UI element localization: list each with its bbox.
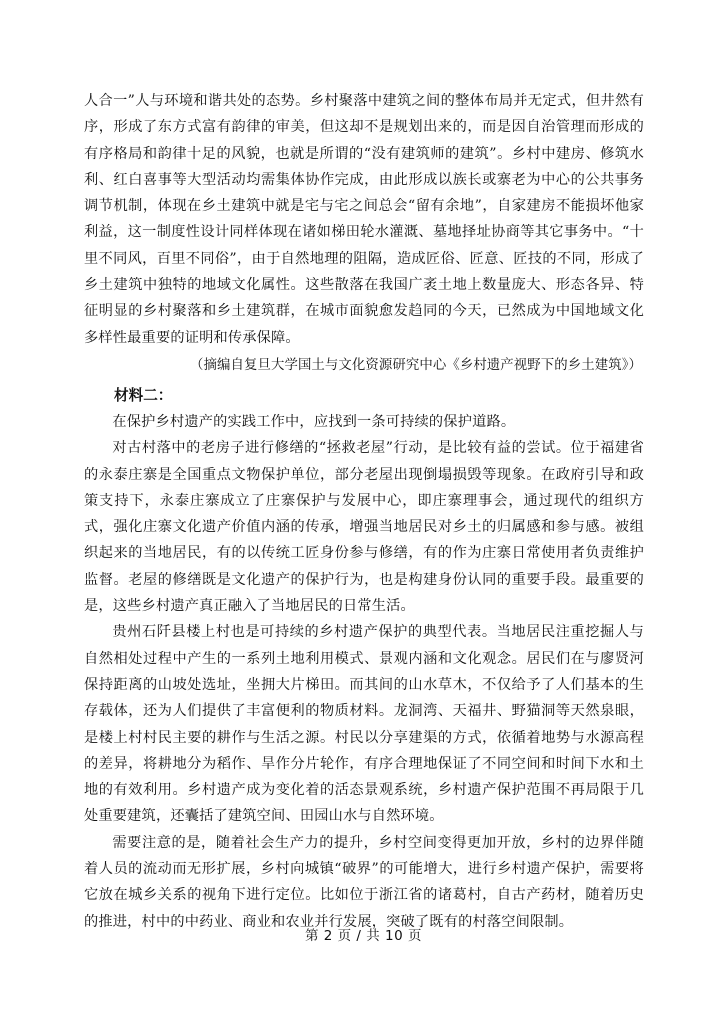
document-body [84,88,644,935]
body-paragraph: 人合一”人与环境和谐共处的态势。乡村聚落中建筑之间的整体布局并无定式，但井然有序，形成了东方式富有韵律的审美，但这却不是规划出来的，而是因自治管理而形成的有序格局和韵律十足的风貌，也就是所谓的“没有建筑师的建筑”。乡村中建房、修筑水利、红白喜事等大型活动均需集体协作完成，由此形成以族长或寨老为中心的公共事务调节机制，体现在乡土建筑中就是宅与宅之间总会“留有余地”，自家建房不能损坏他家利益，这一制度性设计同样体现在诸如梯田轮水灌溉、墓地择址协商等其它事务中。“十里不同风，百里不同俗”，由于自然地理的阻隔，造成匠俗、匠意、匠技的不同，形成了乡土建筑中独特的地域文化属性。这些散落在我国广袤土地上数量庞大、形态各异、特征明显的乡村聚落和乡土建筑群，在城市面貌愈发趋同的今天，已然成为中国地域文化多样性最重要的证明和传承保障。 [84,93,644,346]
source-citation: （摘编自复旦大学国土与文化资源研究中心《乡村遗产视野下的乡土建筑》） [190,357,642,373]
body-paragraph: 需要注意的是，随着社会生产力的提升，乡村空间变得更加开放，乡村的边界伴随着人员的流动而无形扩展，乡村向城镇“破界”的可能增大，进行乡村遗产保护，需要将它放在城乡关系的视角下进行定位。比如位于浙江省的诸葛村，自古产药材，随着历史的推进，村中的中药业、商业和农业并行发展，突破了既有的村落空间限制。 [84,834,644,930]
page-number-footer: 第 2 页 / 共 10 页 [304,928,423,944]
section-heading: 材料二： [114,386,173,404]
body-paragraph: 对古村落中的老房子进行修缮的“拯救老屋”行动，是比较有益的尝试。位于福建省的永泰庄寨是全国重点文物保护单位，部分老屋出现倒塌损毁等现象。在政府引导和政策支持下，永泰庄寨成立了庄寨保护与发展中心，即庄寨理事会，通过现代的组织方式，强化庄寨文化遗产价值内涵的传承，增强当地居民对乡土的归属感和参与感。被组织起来的当地居民，有的以传统工匠身份参与修缮，有的作为庄寨日常使用者负责维护监督。老屋的修缮既是文化遗产的保护行为，也是构建身份认同的重要手段。最重要的是，这些乡村遗产真正融入了当地居民的日常生活。 [84,440,644,615]
body-paragraph: 贵州石阡县楼上村也是可持续的乡村遗产保护的典型代表。当地居民注重挖掘人与自然相处过程中产生的一系列土地利用模式、景观内涵和文化观念。居民们在与廖贤河保持距离的山坡处选址，坐拥大片梯田。而其间的山水草木，不仅给予了人们基本的生存载体，还为人们提供了丰富便利的物质材料。龙洞湾、天福井、野猫洞等天然泉眼，是楼上村村民主要的耕作与生活之源。村民以分享建渠的方式，依循着地势与水源高程的差异，将耕地分为稻作、旱作分片轮作，有序合理地保证了不同空间和时间下水和土地的有效利用。乡村遗产成为变化着的活态景观系统，乡村遗产保护范围不再局限于几处重要建筑，还囊括了建筑空间、田园山水与自然环境。 [84,624,644,825]
body-paragraph: 在保护乡村遗产的实践工作中，应找到一条可持续的保护道路。 [112,413,516,430]
